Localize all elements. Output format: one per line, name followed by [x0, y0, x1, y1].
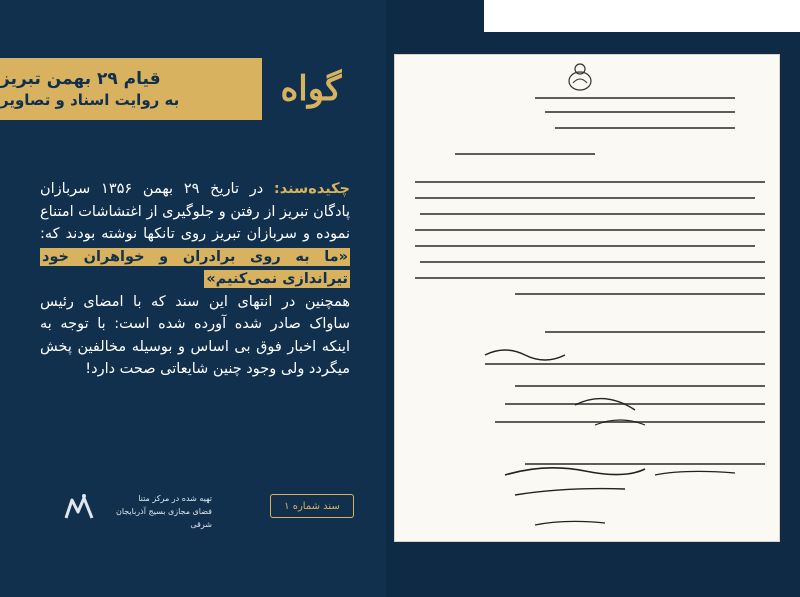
summary-quote: «ما به روی برادران و خواهران خود تیراندازی نمی‌کنیم» [42, 248, 348, 287]
summary-text-1: در تاریخ ۲۹ بهمن ۱۳۵۶ سربازان پادگان تبریز از رفتن و جلوگیری از اغتشاشات امتناع نموده و سربازان تبریز روی تانکها نوشته بودند که: [40, 181, 350, 242]
header-banner [0, 58, 360, 120]
summary-text-2: همچنین در انتهای این سند که با امضای رئیس ساواک صادر شده آورده شده است: با توجه به اینکه اخبار فوق بی اساس و بوسیله مخالفین پخش میگردد ولی وجود چنین شایعاتی صحت دارد! [40, 293, 350, 377]
handwritten-annotations-icon [395, 55, 779, 541]
banner-title-line2: به روایت اسناد و تصاویر [0, 91, 180, 109]
summary-title: چکیده‌سند: [273, 181, 351, 197]
footer-credit-line1: تهیه شده در مرکز متنا [138, 494, 212, 503]
footer-credit-line2: فضای مجازی بسیج آذربایجان شرقی [115, 507, 212, 529]
document-summary [40, 178, 350, 381]
metna-logo-icon [62, 492, 96, 522]
banner-title-line1: قیام ۲۹ بهمن تبریز [0, 69, 161, 89]
summary-paragraph-1 [40, 178, 350, 291]
document-number-badge: سند شماره ۱ [270, 494, 354, 518]
gavah-logo [262, 58, 360, 120]
footer-credit [100, 492, 212, 531]
scanned-document-image [394, 54, 780, 542]
gavah-logo-text: گواه [280, 69, 342, 109]
banner-subtitle [0, 58, 262, 120]
white-corner [484, 0, 800, 32]
